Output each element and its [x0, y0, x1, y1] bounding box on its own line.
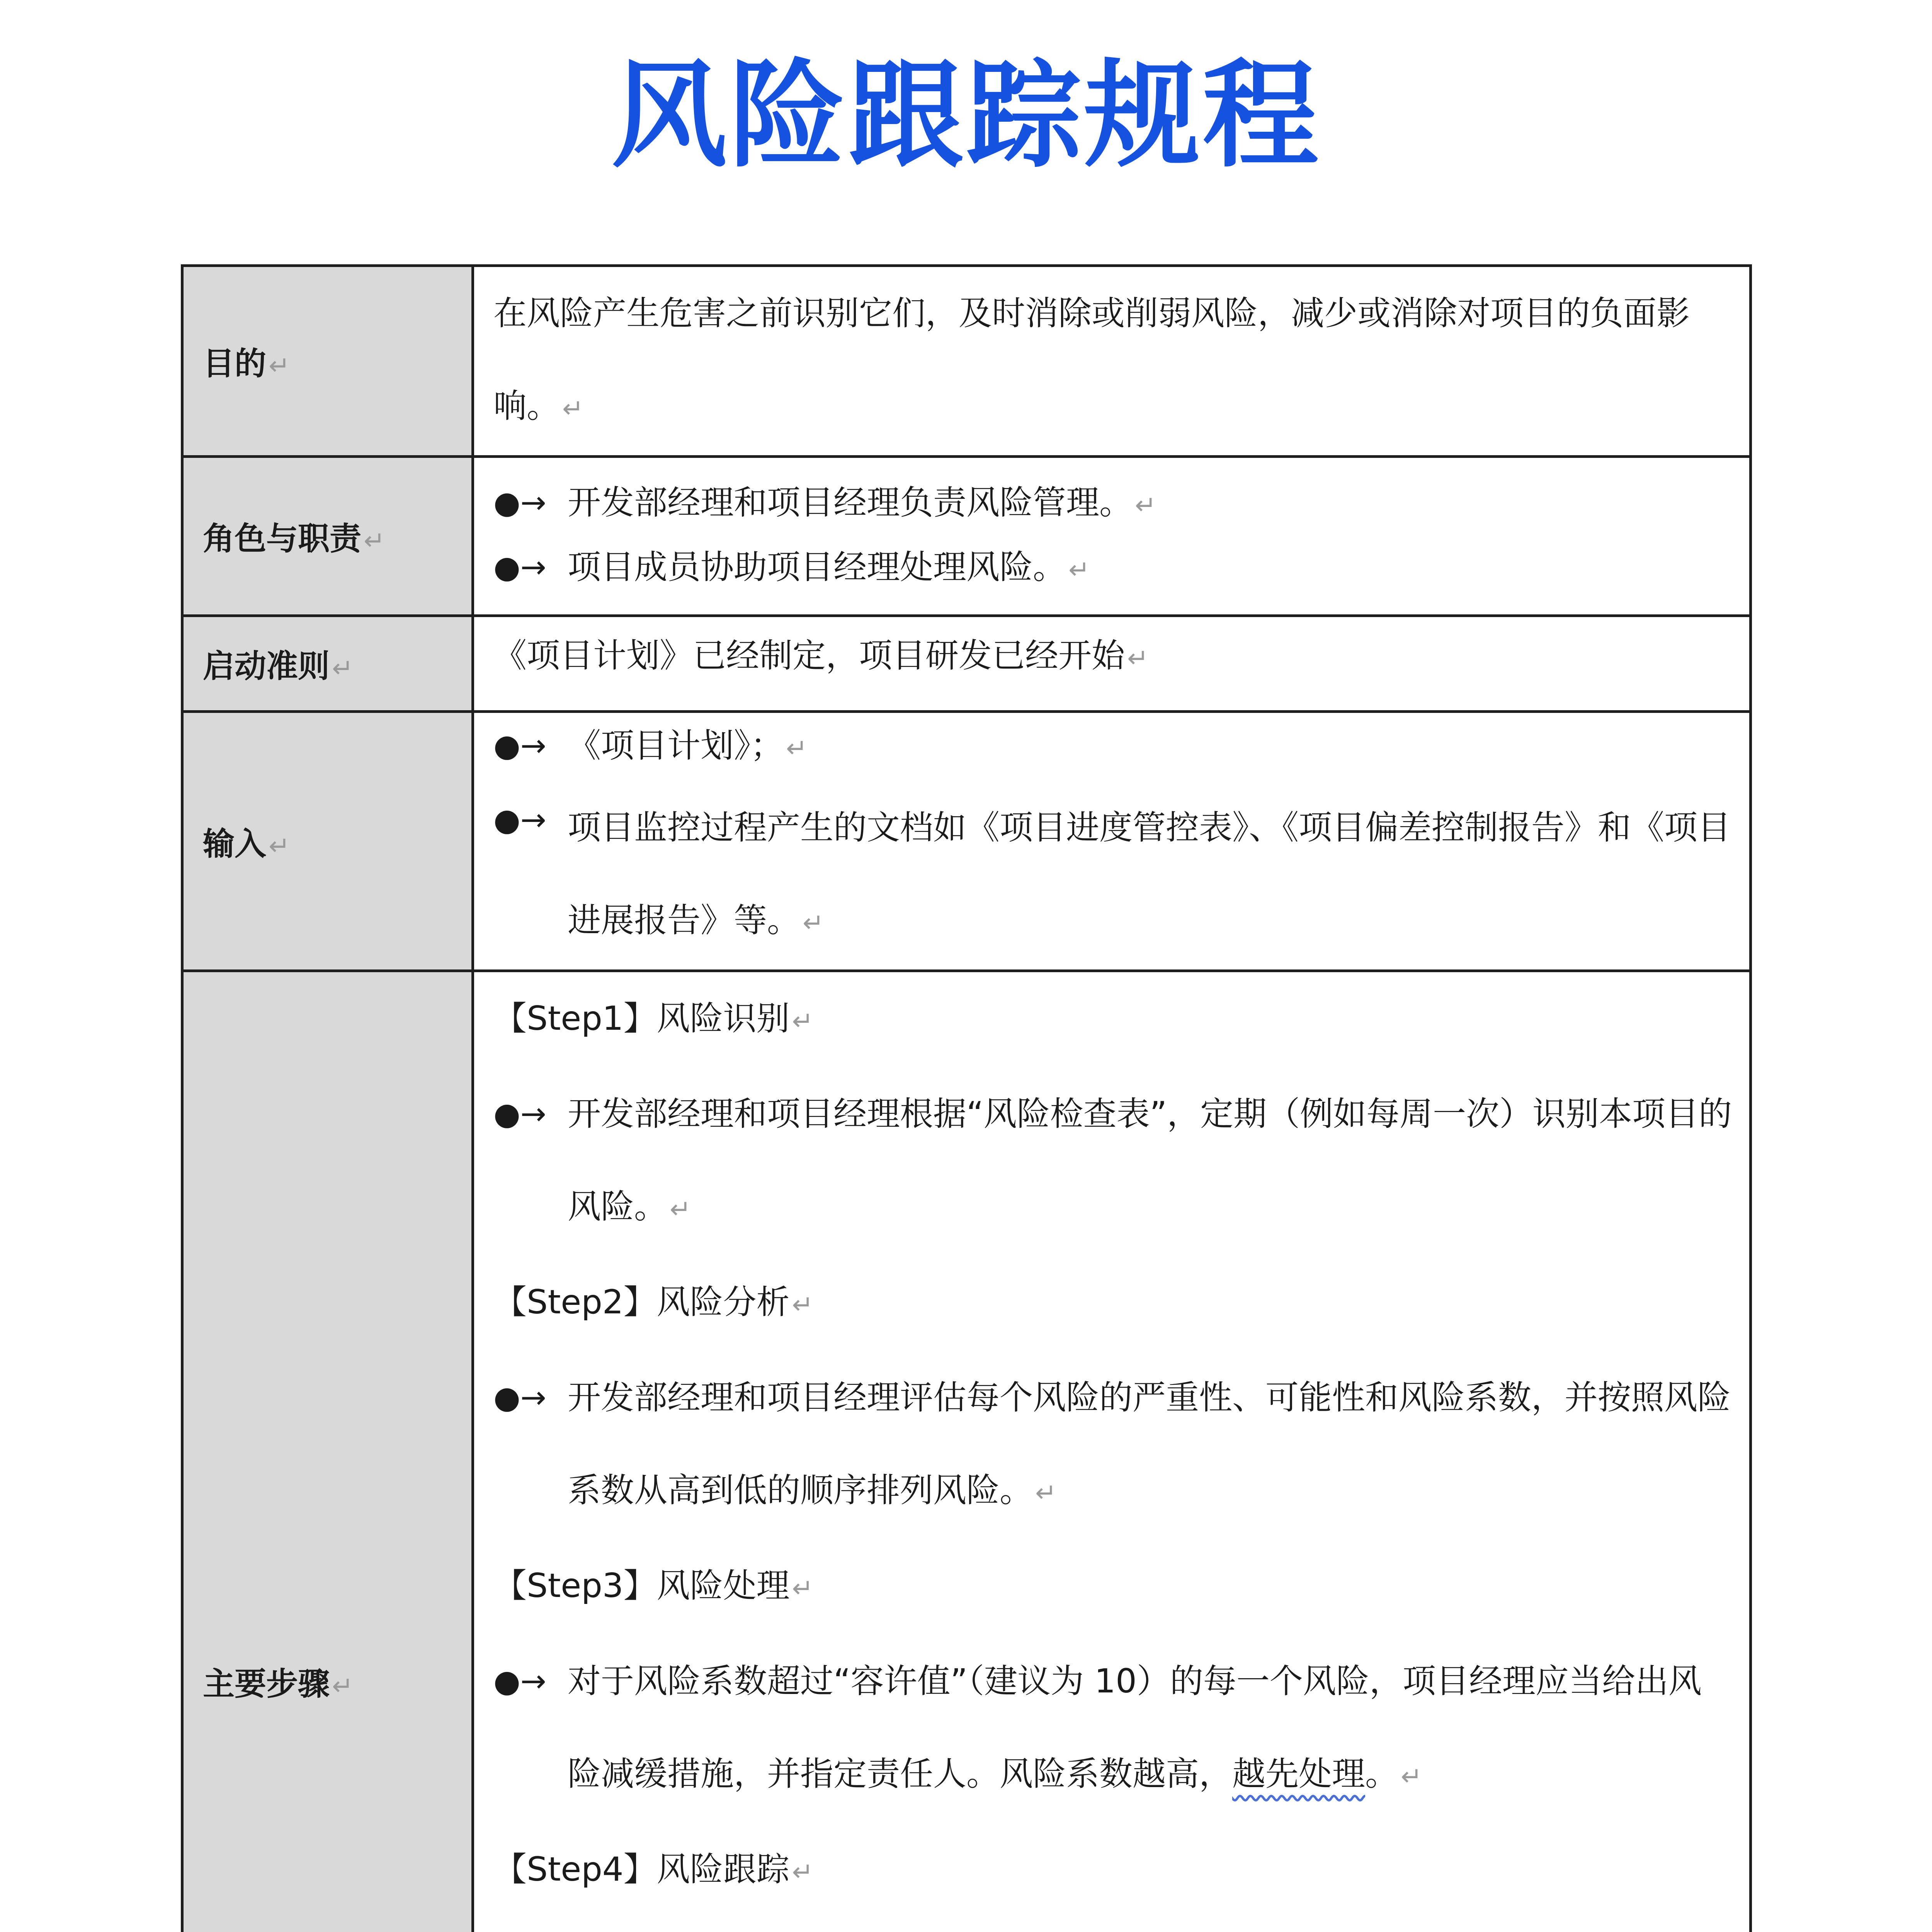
step-title: 【Step4】风险跟踪↵	[493, 1850, 813, 1889]
label-steps: 主要步骤↵	[182, 971, 473, 1932]
list-item: ●→ 开发部经理和项目经理根据“风险检查表”，定期（例如每周一次）识别本项目的风险。↵	[493, 1068, 1733, 1256]
procedure-table	[181, 264, 1752, 1932]
label-input: 输入↵	[182, 712, 473, 971]
bullet-icon	[493, 1918, 546, 1932]
list-item: ●→ 开发部经理和项目经理评估每个风险的严重性、可能性和风险系数，并按照风险系数从高到低的顺序排列风险。↵	[493, 1351, 1733, 1539]
row-input	[182, 712, 1751, 971]
bullet-icon: ●→	[493, 1379, 546, 1415]
list-item: ●→ 对于风险系数超过“容许值”（建议为 10）的每一个风险，项目经理应当给出风险减缓措施，并指定责任人。风险系数越高，越先处理。↵	[493, 1635, 1733, 1823]
list-item: ●→ 项目成员协助项目经理处理风险。↵	[493, 536, 1733, 601]
start-text: 《项目计划》已经制定，项目研发已经开始	[493, 636, 1125, 675]
row-start	[182, 616, 1751, 712]
list-item: ●→ 《项目计划》；↵	[493, 713, 1733, 781]
page-title: 风险跟踪规程	[611, 48, 1321, 183]
row-roles	[182, 457, 1751, 616]
row-steps	[182, 971, 1751, 1932]
content-steps	[473, 971, 1751, 1932]
content-input	[473, 712, 1751, 971]
list-item: ●→ 项目监控过程产生的文档如《项目进度管控表》、《项目偏差控制报告》和《项目进展报告》等。↵	[493, 781, 1733, 969]
bullet-icon: ●→	[493, 802, 546, 838]
label-start: 启动准则↵	[182, 616, 473, 712]
step-title: 【Step3】风险处理↵	[493, 1566, 813, 1605]
bullet-icon: ●→	[493, 484, 546, 520]
step-title: 【Step1】风险识别↵	[493, 999, 813, 1038]
bullet-icon: ●→	[493, 1096, 546, 1132]
spellcheck-flagged-text: 越先处理	[1232, 1755, 1365, 1793]
bullet-icon: ●→	[493, 1663, 546, 1699]
row-purpose	[182, 266, 1751, 457]
label-roles: 角色与职责↵	[182, 457, 473, 616]
list-item: ●→ 开发部经理和项目经理负责风险管理。↵	[493, 472, 1733, 536]
content-start: 《项目计划》已经制定，项目研发已经开始↵	[473, 616, 1751, 712]
bullet-icon: ●→	[493, 549, 546, 585]
bullet-icon: ●→	[493, 728, 546, 764]
content-purpose: 在风险产生危害之前识别它们，及时消除或削弱风险，减少或消除对项目的负面影响。↵	[473, 266, 1751, 457]
step-title: 【Step2】风险分析↵	[493, 1283, 813, 1321]
label-purpose: 目的↵	[182, 266, 473, 457]
content-roles	[473, 457, 1751, 616]
purpose-text: 在风险产生危害之前识别它们，及时消除或削弱风险，减少或消除对项目的负面影响。	[493, 294, 1690, 425]
list-item	[493, 1918, 1733, 1932]
